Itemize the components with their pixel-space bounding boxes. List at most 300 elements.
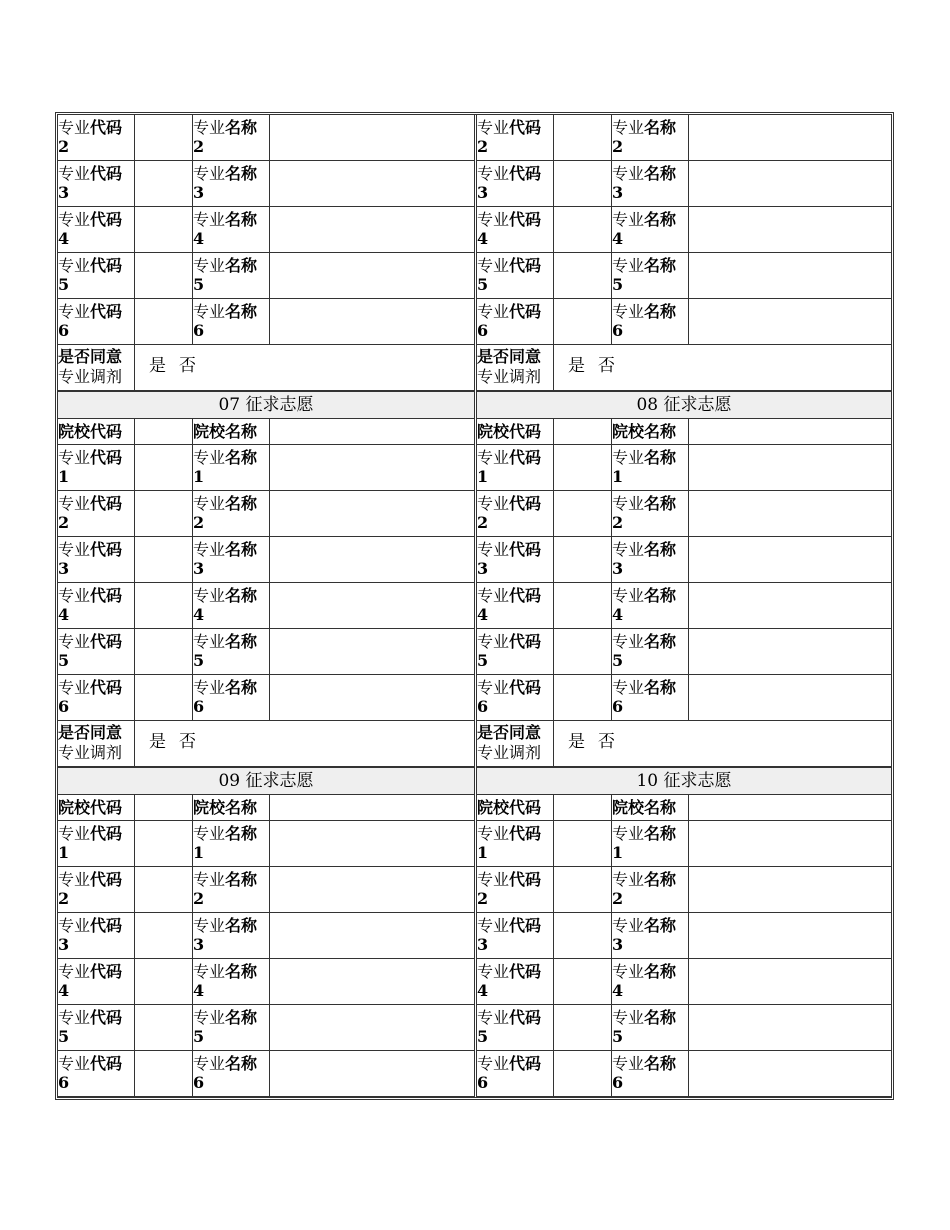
major-index: 5 bbox=[477, 1027, 489, 1046]
major-name-input[interactable] bbox=[270, 207, 474, 253]
major-code-input[interactable] bbox=[135, 115, 193, 161]
school-code-label bbox=[58, 419, 135, 445]
major-name-text: 专业名称 bbox=[193, 632, 258, 651]
major-code-input[interactable] bbox=[135, 1005, 193, 1051]
major-name-text: 专业名称 bbox=[612, 540, 677, 559]
adjust-label-line2: 专业调剂 bbox=[58, 367, 123, 386]
major-code-text: 专业代码 bbox=[477, 210, 542, 229]
major-name-input[interactable] bbox=[689, 913, 891, 959]
major-name-text: 专业名称 bbox=[193, 302, 258, 321]
major-name-input[interactable] bbox=[270, 299, 474, 345]
major-name-text: 专业名称 bbox=[193, 1054, 258, 1073]
school-name-input[interactable] bbox=[689, 419, 891, 445]
major-name-label bbox=[612, 115, 689, 161]
school-code-text: 院校代码 bbox=[477, 798, 542, 817]
major-index: 6 bbox=[193, 697, 205, 716]
major-index: 2 bbox=[477, 889, 489, 908]
adjust-label-line1: 是否同意 bbox=[477, 723, 542, 742]
major-code-text: 专业代码 bbox=[477, 586, 542, 605]
major-name-label bbox=[193, 675, 270, 721]
school-name-text: 院校名称 bbox=[193, 798, 258, 817]
major-name-input[interactable] bbox=[270, 675, 474, 721]
major-code-label bbox=[58, 821, 135, 867]
major-code-text: 专业代码 bbox=[58, 962, 123, 981]
major-name-input[interactable] bbox=[689, 115, 891, 161]
major-index: 1 bbox=[58, 843, 70, 862]
major-code-text: 专业代码 bbox=[58, 256, 123, 275]
major-index: 6 bbox=[193, 321, 205, 340]
major-index: 2 bbox=[612, 889, 624, 908]
major-code-input[interactable] bbox=[554, 161, 612, 207]
major-index: 6 bbox=[58, 321, 70, 340]
major-code-label bbox=[477, 675, 554, 721]
school-name-input[interactable] bbox=[270, 419, 474, 445]
adjust-options bbox=[135, 345, 474, 391]
major-code-label bbox=[477, 821, 554, 867]
major-index: 4 bbox=[477, 229, 489, 248]
school-code-label bbox=[58, 795, 135, 821]
major-code-label bbox=[477, 537, 554, 583]
major-index: 4 bbox=[193, 605, 205, 624]
major-code-label bbox=[58, 207, 135, 253]
major-code-label bbox=[58, 867, 135, 913]
major-name-input[interactable] bbox=[270, 867, 474, 913]
major-name-input[interactable] bbox=[270, 959, 474, 1005]
major-code-input[interactable] bbox=[554, 491, 612, 537]
major-code-input[interactable] bbox=[554, 253, 612, 299]
major-index: 2 bbox=[58, 889, 70, 908]
major-code-text: 专业代码 bbox=[477, 302, 542, 321]
major-code-label bbox=[477, 1051, 554, 1097]
major-code-label bbox=[58, 629, 135, 675]
major-index: 3 bbox=[612, 935, 624, 954]
major-code-label bbox=[477, 445, 554, 491]
major-name-text: 专业名称 bbox=[193, 916, 258, 935]
major-code-label bbox=[58, 675, 135, 721]
major-name-input[interactable] bbox=[689, 867, 891, 913]
major-code-label bbox=[58, 491, 135, 537]
major-name-text: 专业名称 bbox=[612, 210, 677, 229]
adjust-label bbox=[477, 345, 554, 391]
school-code-input[interactable] bbox=[135, 419, 193, 445]
major-name-input[interactable] bbox=[270, 1051, 474, 1097]
adjust-yes-option[interactable]: 是 bbox=[149, 732, 167, 752]
major-name-text: 专业名称 bbox=[193, 494, 258, 513]
major-index: 4 bbox=[58, 981, 70, 1000]
major-index: 3 bbox=[58, 559, 70, 578]
major-name-input[interactable] bbox=[689, 161, 891, 207]
major-index: 5 bbox=[477, 651, 489, 670]
major-name-label bbox=[612, 491, 689, 537]
major-name-label bbox=[612, 675, 689, 721]
school-name-label bbox=[193, 795, 270, 821]
major-name-label bbox=[612, 161, 689, 207]
major-code-input[interactable] bbox=[554, 207, 612, 253]
major-index: 3 bbox=[477, 559, 489, 578]
adjust-yes-option[interactable]: 是 bbox=[149, 356, 167, 376]
major-name-text: 专业名称 bbox=[193, 1008, 258, 1027]
school-code-label bbox=[477, 795, 554, 821]
major-index: 5 bbox=[612, 1027, 624, 1046]
adjust-no-option[interactable]: 否 bbox=[179, 732, 197, 752]
major-name-input[interactable] bbox=[689, 253, 891, 299]
major-name-input[interactable] bbox=[270, 253, 474, 299]
major-code-input[interactable] bbox=[554, 867, 612, 913]
major-index: 6 bbox=[58, 1073, 70, 1092]
major-index: 2 bbox=[477, 513, 489, 532]
major-name-label bbox=[612, 821, 689, 867]
major-index: 4 bbox=[477, 981, 489, 1000]
major-name-text: 专业名称 bbox=[193, 824, 258, 843]
major-name-input[interactable] bbox=[689, 537, 891, 583]
major-code-label bbox=[477, 1005, 554, 1051]
major-code-label bbox=[477, 629, 554, 675]
major-name-label bbox=[193, 299, 270, 345]
major-code-label bbox=[58, 299, 135, 345]
major-code-input[interactable] bbox=[554, 445, 612, 491]
major-name-text: 专业名称 bbox=[612, 448, 677, 467]
school-name-text: 院校名称 bbox=[612, 798, 677, 817]
major-code-label bbox=[477, 207, 554, 253]
major-code-input[interactable] bbox=[554, 537, 612, 583]
major-name-text: 专业名称 bbox=[612, 302, 677, 321]
major-name-label bbox=[193, 959, 270, 1005]
major-name-label bbox=[612, 913, 689, 959]
major-code-input[interactable] bbox=[135, 913, 193, 959]
major-name-input[interactable] bbox=[270, 161, 474, 207]
major-name-text: 专业名称 bbox=[612, 916, 677, 935]
major-name-text: 专业名称 bbox=[193, 586, 258, 605]
major-code-input[interactable] bbox=[554, 675, 612, 721]
major-code-input[interactable] bbox=[554, 1005, 612, 1051]
major-code-input[interactable] bbox=[135, 207, 193, 253]
major-name-text: 专业名称 bbox=[612, 494, 677, 513]
major-name-label bbox=[193, 629, 270, 675]
major-code-input[interactable] bbox=[135, 253, 193, 299]
adjust-options bbox=[554, 345, 891, 391]
major-code-label bbox=[477, 867, 554, 913]
major-index: 1 bbox=[612, 843, 624, 862]
major-index: 5 bbox=[58, 651, 70, 670]
major-code-text: 专业代码 bbox=[58, 540, 123, 559]
major-code-text: 专业代码 bbox=[58, 494, 123, 513]
major-code-label bbox=[58, 161, 135, 207]
major-index: 4 bbox=[58, 605, 70, 624]
major-code-label bbox=[477, 913, 554, 959]
adjust-no-option[interactable]: 否 bbox=[598, 732, 616, 752]
major-code-text: 专业代码 bbox=[477, 1008, 542, 1027]
major-code-label bbox=[58, 1005, 135, 1051]
major-index: 6 bbox=[612, 697, 624, 716]
major-name-label bbox=[612, 1051, 689, 1097]
school-code-label bbox=[477, 419, 554, 445]
major-name-input[interactable] bbox=[270, 491, 474, 537]
major-name-text: 专业名称 bbox=[193, 210, 258, 229]
major-name-text: 专业名称 bbox=[193, 540, 258, 559]
major-name-text: 专业名称 bbox=[612, 1008, 677, 1027]
adjust-label-line2: 专业调剂 bbox=[58, 743, 123, 762]
major-index: 4 bbox=[193, 981, 205, 1000]
major-name-text: 专业名称 bbox=[612, 824, 677, 843]
major-index: 2 bbox=[193, 889, 205, 908]
major-code-text: 专业代码 bbox=[477, 164, 542, 183]
major-name-label bbox=[193, 821, 270, 867]
major-index: 6 bbox=[612, 321, 624, 340]
adjust-no-option[interactable]: 否 bbox=[598, 356, 616, 376]
major-code-label bbox=[58, 115, 135, 161]
major-name-text: 专业名称 bbox=[612, 962, 677, 981]
major-index: 3 bbox=[193, 559, 205, 578]
major-name-input[interactable] bbox=[689, 629, 891, 675]
school-name-label bbox=[193, 419, 270, 445]
major-index: 5 bbox=[193, 1027, 205, 1046]
major-code-input[interactable] bbox=[554, 821, 612, 867]
major-code-input[interactable] bbox=[135, 867, 193, 913]
major-name-input[interactable] bbox=[270, 115, 474, 161]
major-code-label bbox=[477, 491, 554, 537]
major-index: 5 bbox=[58, 1027, 70, 1046]
major-name-input[interactable] bbox=[689, 491, 891, 537]
major-code-input[interactable] bbox=[554, 583, 612, 629]
major-index: 1 bbox=[193, 467, 205, 486]
major-name-input[interactable] bbox=[270, 583, 474, 629]
major-name-text: 专业名称 bbox=[193, 678, 258, 697]
major-name-label bbox=[612, 583, 689, 629]
major-name-input[interactable] bbox=[689, 583, 891, 629]
major-code-label bbox=[477, 299, 554, 345]
major-code-text: 专业代码 bbox=[58, 448, 123, 467]
adjust-yes-option[interactable]: 是 bbox=[568, 732, 586, 752]
major-code-text: 专业代码 bbox=[477, 1054, 542, 1073]
major-code-input[interactable] bbox=[554, 959, 612, 1005]
major-name-input[interactable] bbox=[270, 629, 474, 675]
major-name-text: 专业名称 bbox=[612, 586, 677, 605]
major-name-input[interactable] bbox=[689, 1051, 891, 1097]
school-name-label bbox=[612, 419, 689, 445]
major-name-text: 专业名称 bbox=[612, 1054, 677, 1073]
major-name-text: 专业名称 bbox=[193, 962, 258, 981]
section-title: 09 征求志愿 bbox=[58, 767, 474, 795]
school-code-text: 院校代码 bbox=[477, 422, 542, 441]
major-index: 5 bbox=[193, 651, 205, 670]
major-code-label bbox=[58, 445, 135, 491]
major-code-input[interactable] bbox=[554, 1051, 612, 1097]
major-index: 6 bbox=[193, 1073, 205, 1092]
major-name-label bbox=[612, 959, 689, 1005]
adjust-label bbox=[58, 721, 135, 767]
adjust-options bbox=[135, 721, 474, 767]
major-name-text: 专业名称 bbox=[193, 256, 258, 275]
school-code-text: 院校代码 bbox=[58, 798, 123, 817]
major-name-label bbox=[612, 629, 689, 675]
major-code-input[interactable] bbox=[135, 445, 193, 491]
major-code-input[interactable] bbox=[135, 583, 193, 629]
major-index: 6 bbox=[477, 321, 489, 340]
major-code-input[interactable] bbox=[554, 629, 612, 675]
major-code-input[interactable] bbox=[135, 299, 193, 345]
major-code-text: 专业代码 bbox=[477, 678, 542, 697]
major-code-text: 专业代码 bbox=[477, 256, 542, 275]
major-name-text: 专业名称 bbox=[612, 256, 677, 275]
school-code-input[interactable] bbox=[554, 795, 612, 821]
major-code-label bbox=[58, 1051, 135, 1097]
major-name-text: 专业名称 bbox=[612, 678, 677, 697]
major-name-text: 专业名称 bbox=[193, 118, 258, 137]
school-name-text: 院校名称 bbox=[193, 422, 258, 441]
major-index: 2 bbox=[193, 513, 205, 532]
major-code-text: 专业代码 bbox=[58, 1008, 123, 1027]
major-code-label bbox=[477, 959, 554, 1005]
major-code-text: 专业代码 bbox=[477, 870, 542, 889]
major-name-input[interactable] bbox=[270, 821, 474, 867]
major-code-text: 专业代码 bbox=[477, 448, 542, 467]
major-name-label bbox=[193, 445, 270, 491]
school-code-input[interactable] bbox=[135, 795, 193, 821]
adjust-options bbox=[554, 721, 891, 767]
major-name-input[interactable] bbox=[270, 537, 474, 583]
major-name-label bbox=[612, 537, 689, 583]
major-code-text: 专业代码 bbox=[477, 916, 542, 935]
major-code-text: 专业代码 bbox=[477, 962, 542, 981]
major-index: 3 bbox=[58, 183, 70, 202]
major-name-label bbox=[193, 253, 270, 299]
major-name-input[interactable] bbox=[689, 1005, 891, 1051]
major-name-label bbox=[193, 115, 270, 161]
major-index: 1 bbox=[58, 467, 70, 486]
major-index: 5 bbox=[612, 651, 624, 670]
major-code-label bbox=[477, 583, 554, 629]
major-name-text: 专业名称 bbox=[612, 870, 677, 889]
major-code-text: 专业代码 bbox=[58, 632, 123, 651]
major-code-input[interactable] bbox=[135, 629, 193, 675]
major-name-label bbox=[612, 867, 689, 913]
major-code-text: 专业代码 bbox=[58, 1054, 123, 1073]
adjust-label bbox=[58, 345, 135, 391]
major-name-input[interactable] bbox=[689, 207, 891, 253]
section-title: 07 征求志愿 bbox=[58, 391, 474, 419]
major-name-input[interactable] bbox=[689, 959, 891, 1005]
adjust-label-line2: 专业调剂 bbox=[477, 367, 542, 386]
major-code-text: 专业代码 bbox=[477, 540, 542, 559]
major-name-input[interactable] bbox=[689, 445, 891, 491]
major-index: 1 bbox=[477, 467, 489, 486]
major-name-label bbox=[193, 161, 270, 207]
major-name-label bbox=[193, 583, 270, 629]
major-name-label bbox=[193, 867, 270, 913]
major-name-label bbox=[193, 1005, 270, 1051]
adjust-label-line1: 是否同意 bbox=[477, 347, 542, 366]
major-code-input[interactable] bbox=[135, 1051, 193, 1097]
school-name-text: 院校名称 bbox=[612, 422, 677, 441]
major-name-input[interactable] bbox=[689, 299, 891, 345]
major-code-label bbox=[58, 537, 135, 583]
major-index: 3 bbox=[193, 935, 205, 954]
major-name-text: 专业名称 bbox=[193, 448, 258, 467]
major-code-text: 专业代码 bbox=[58, 824, 123, 843]
major-code-input[interactable] bbox=[135, 161, 193, 207]
major-name-label bbox=[612, 299, 689, 345]
major-index: 3 bbox=[477, 183, 489, 202]
major-index: 3 bbox=[477, 935, 489, 954]
major-index: 6 bbox=[612, 1073, 624, 1092]
major-code-input[interactable] bbox=[135, 491, 193, 537]
major-index: 4 bbox=[612, 981, 624, 1000]
major-code-text: 专业代码 bbox=[58, 302, 123, 321]
major-code-text: 专业代码 bbox=[477, 494, 542, 513]
major-index: 4 bbox=[193, 229, 205, 248]
major-name-input[interactable] bbox=[689, 821, 891, 867]
major-index: 5 bbox=[612, 275, 624, 294]
major-code-label bbox=[58, 253, 135, 299]
major-index: 2 bbox=[477, 137, 489, 156]
major-name-label bbox=[193, 537, 270, 583]
major-code-label bbox=[477, 161, 554, 207]
school-code-text: 院校代码 bbox=[58, 422, 123, 441]
major-index: 6 bbox=[477, 697, 489, 716]
major-name-input[interactable] bbox=[270, 445, 474, 491]
adjust-no-option[interactable]: 否 bbox=[179, 356, 197, 376]
major-name-text: 专业名称 bbox=[193, 870, 258, 889]
major-code-input[interactable] bbox=[135, 821, 193, 867]
major-code-input[interactable] bbox=[554, 913, 612, 959]
major-name-text: 专业名称 bbox=[193, 164, 258, 183]
school-name-input[interactable] bbox=[689, 795, 891, 821]
major-name-label bbox=[193, 1051, 270, 1097]
adjust-label-line1: 是否同意 bbox=[58, 723, 123, 742]
major-code-text: 专业代码 bbox=[477, 632, 542, 651]
major-name-label bbox=[193, 491, 270, 537]
major-code-input[interactable] bbox=[135, 537, 193, 583]
adjust-label-line1: 是否同意 bbox=[58, 347, 123, 366]
major-index: 4 bbox=[612, 229, 624, 248]
section-title: 08 征求志愿 bbox=[477, 391, 891, 419]
major-index: 4 bbox=[612, 605, 624, 624]
major-code-input[interactable] bbox=[135, 959, 193, 1005]
major-index: 3 bbox=[612, 559, 624, 578]
major-code-label bbox=[477, 253, 554, 299]
major-index: 4 bbox=[477, 605, 489, 624]
major-index: 1 bbox=[612, 467, 624, 486]
major-name-input[interactable] bbox=[270, 913, 474, 959]
major-code-text: 专业代码 bbox=[58, 118, 123, 137]
adjust-yes-option[interactable]: 是 bbox=[568, 356, 586, 376]
section-title: 10 征求志愿 bbox=[477, 767, 891, 795]
major-code-label bbox=[58, 959, 135, 1005]
major-name-input[interactable] bbox=[270, 1005, 474, 1051]
major-code-text: 专业代码 bbox=[477, 118, 542, 137]
school-name-input[interactable] bbox=[270, 795, 474, 821]
major-index: 5 bbox=[477, 275, 489, 294]
major-code-input[interactable] bbox=[554, 299, 612, 345]
major-name-text: 专业名称 bbox=[612, 632, 677, 651]
major-name-input[interactable] bbox=[689, 675, 891, 721]
major-index: 5 bbox=[193, 275, 205, 294]
major-code-input[interactable] bbox=[135, 675, 193, 721]
adjust-label bbox=[477, 721, 554, 767]
major-index: 2 bbox=[612, 513, 624, 532]
major-name-text: 专业名称 bbox=[612, 118, 677, 137]
school-code-input[interactable] bbox=[554, 419, 612, 445]
major-name-label bbox=[612, 445, 689, 491]
major-name-label bbox=[612, 1005, 689, 1051]
major-code-input[interactable] bbox=[554, 115, 612, 161]
major-index: 3 bbox=[193, 183, 205, 202]
major-index: 4 bbox=[58, 229, 70, 248]
major-code-label bbox=[477, 115, 554, 161]
major-code-text: 专业代码 bbox=[58, 870, 123, 889]
major-index: 2 bbox=[58, 513, 70, 532]
major-name-label bbox=[612, 253, 689, 299]
